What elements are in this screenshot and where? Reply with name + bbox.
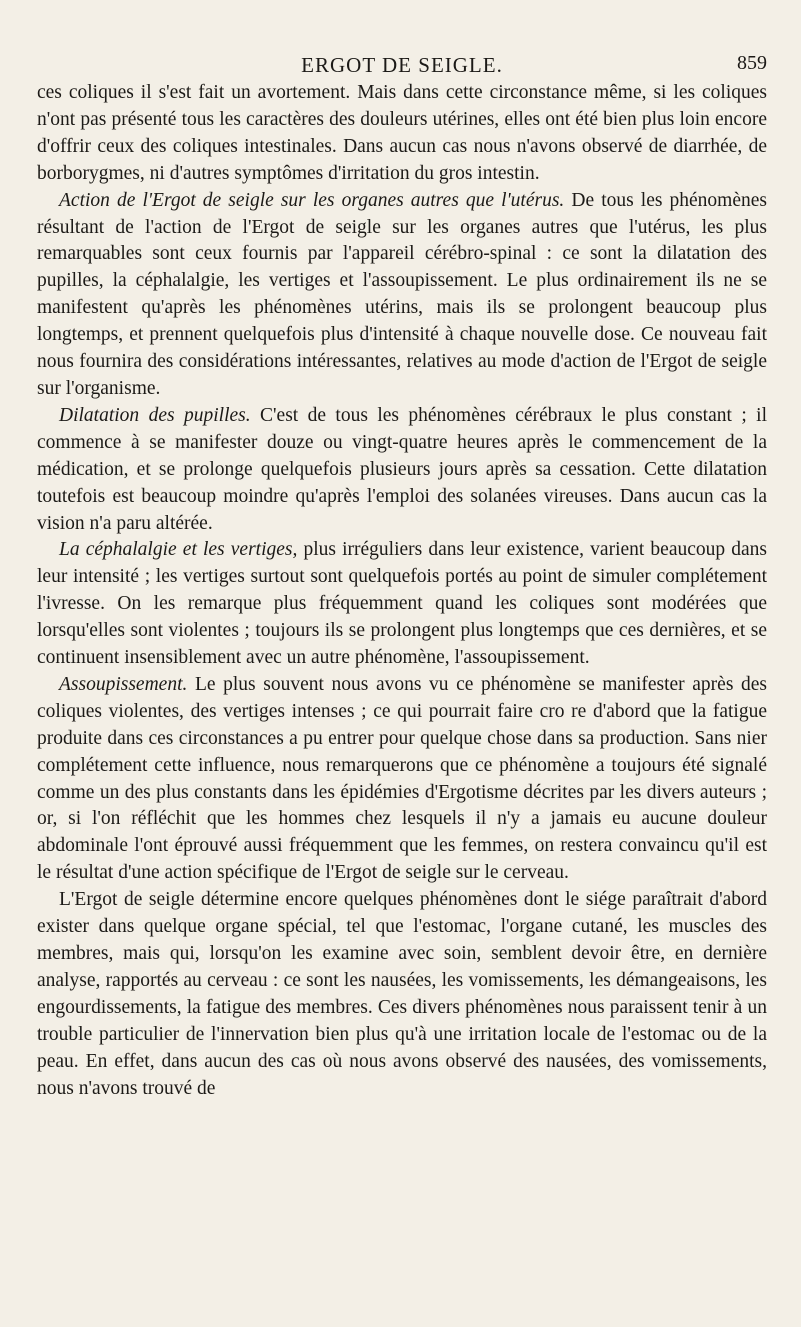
paragraph-text: Le plus souvent nous avons vu ce phénomène se manifester après des coliques violentes, des vertiges intenses ; ce qui pourrait faire cro re d'abord que la fatigue produite dans ces circonstances a pu entrer pour quelque chose dans sa production. Sans nier complétement cette influence, nous remarquerons que ce phénomène a toujours été signalé comme un des plus constants dans les épidémies d'Ergotisme décrites par les divers auteurs ; or, si l'on réfléchit que les hommes chez lesquels il n'y a jamais eu aucune douleur abdominale l'ont éprouvé aussi fréquemment que les femmes, on restera convaincu qu'il est le résultat d'une action spécifique de l'Ergot de seigle sur le cerveau. xyxy=(37,673,767,884)
paragraph-action-ergot xyxy=(37,188,767,403)
paragraph-text: plus irréguliers dans leur existence, varient beaucoup dans leur intensité ; les vertiges surtout sont quelquefois portés au point de simuler complétement l'ivresse. On les remarque plus fréquemment quand les coliques sont modérées que lorsqu'elles sont violentes ; toujours ils se prolongent plus longtemps que ces dernières, et se continuent insensiblement avec un autre phénomène, l'assoupissement. xyxy=(37,539,767,669)
section-heading-dilatation: Dilatation des pupilles. xyxy=(59,404,251,426)
section-heading-cephalalgie: La céphalalgie et les vertiges, xyxy=(59,539,298,561)
paragraph-dilatation xyxy=(37,403,767,538)
paragraph-continuation xyxy=(37,80,767,188)
body-text xyxy=(37,80,767,1102)
paragraph-assoupissement xyxy=(37,672,767,887)
section-heading-assoupissement: Assoupissement. xyxy=(59,673,188,695)
paragraph-text: L'Ergot de seigle détermine encore quelques phénomènes dont le siége paraîtrait d'abord exister dans quelque organe spécial, tel que l'estomac, l'organe cutané, les muscles des membres, mais qui, lorsqu'on les examine avec soin, semblent devoir être, en dernière analyse, rapportés au cerveau : ce sont les nausées, les vomissements, les démangeaisons, les engourdissements, la fatigue des membres. Ces divers phénomènes nous paraissent tenir à un trouble particulier de l'innervation bien plus qu'à une irritation locale de l'estomac ou de la peau. En effet, dans aucun des cas où nous avons observé des nausées, des vomissements, nous n'avons trouvé de xyxy=(37,889,767,1099)
section-heading-action: Action de l'Ergot de seigle sur les organes autres que l'utérus. xyxy=(59,189,565,211)
paragraph-text: De tous les phénomènes résultant de l'action de l'Ergot de seigle sur les organes autres que l'utérus, les plus remarquables sont ceux fournis par l'appareil cérébro-spinal : ce sont la dilatation des pupilles, la céphalalgie, les vertiges et l'assoupissement. Le plus ordinairement ils ne se manifestent qu'après les phénomènes utérins, mais ils se prolongent beaucoup plus longtemps, et prennent quelquefois plus d'intensité à chaque nouvelle dose. Ce nouveau fait nous fournira des considérations intéressantes, relatives au mode d'action de l'Ergot de seigle sur l'organisme. xyxy=(37,189,767,399)
paragraph-text: ces coliques il s'est fait un avortement. Mais dans cette circonstance même, si les coliques n'ont pas présenté tous les caractères des douleurs utérines, elles ont été bien plus loin encore d'offrir ceux des coliques intestinales. Dans aucun cas nous n'avons observé de diarrhée, de borborygmes, ni d'autres symptômes d'irritation du gros intestin. xyxy=(37,82,767,184)
running-head xyxy=(37,0,767,77)
running-title: ERGOT DE SEIGLE. xyxy=(301,53,503,77)
paragraph-phenomenes xyxy=(37,887,767,1102)
paragraph-text: C'est de tous les phénomènes cérébraux le plus constant ; il commence à se manifester douze ou vingt-quatre heures après le commencement de la médication, et se prolonge quelquefois plusieurs jours après sa cessation. Cette dilatation toutefois est beaucoup moindre qu'après l'emploi des solanées vireuses. Dans aucun cas la vision n'a paru altérée. xyxy=(37,404,767,534)
page-number: 859 xyxy=(737,52,767,74)
paragraph-cephalalgie xyxy=(37,537,767,672)
